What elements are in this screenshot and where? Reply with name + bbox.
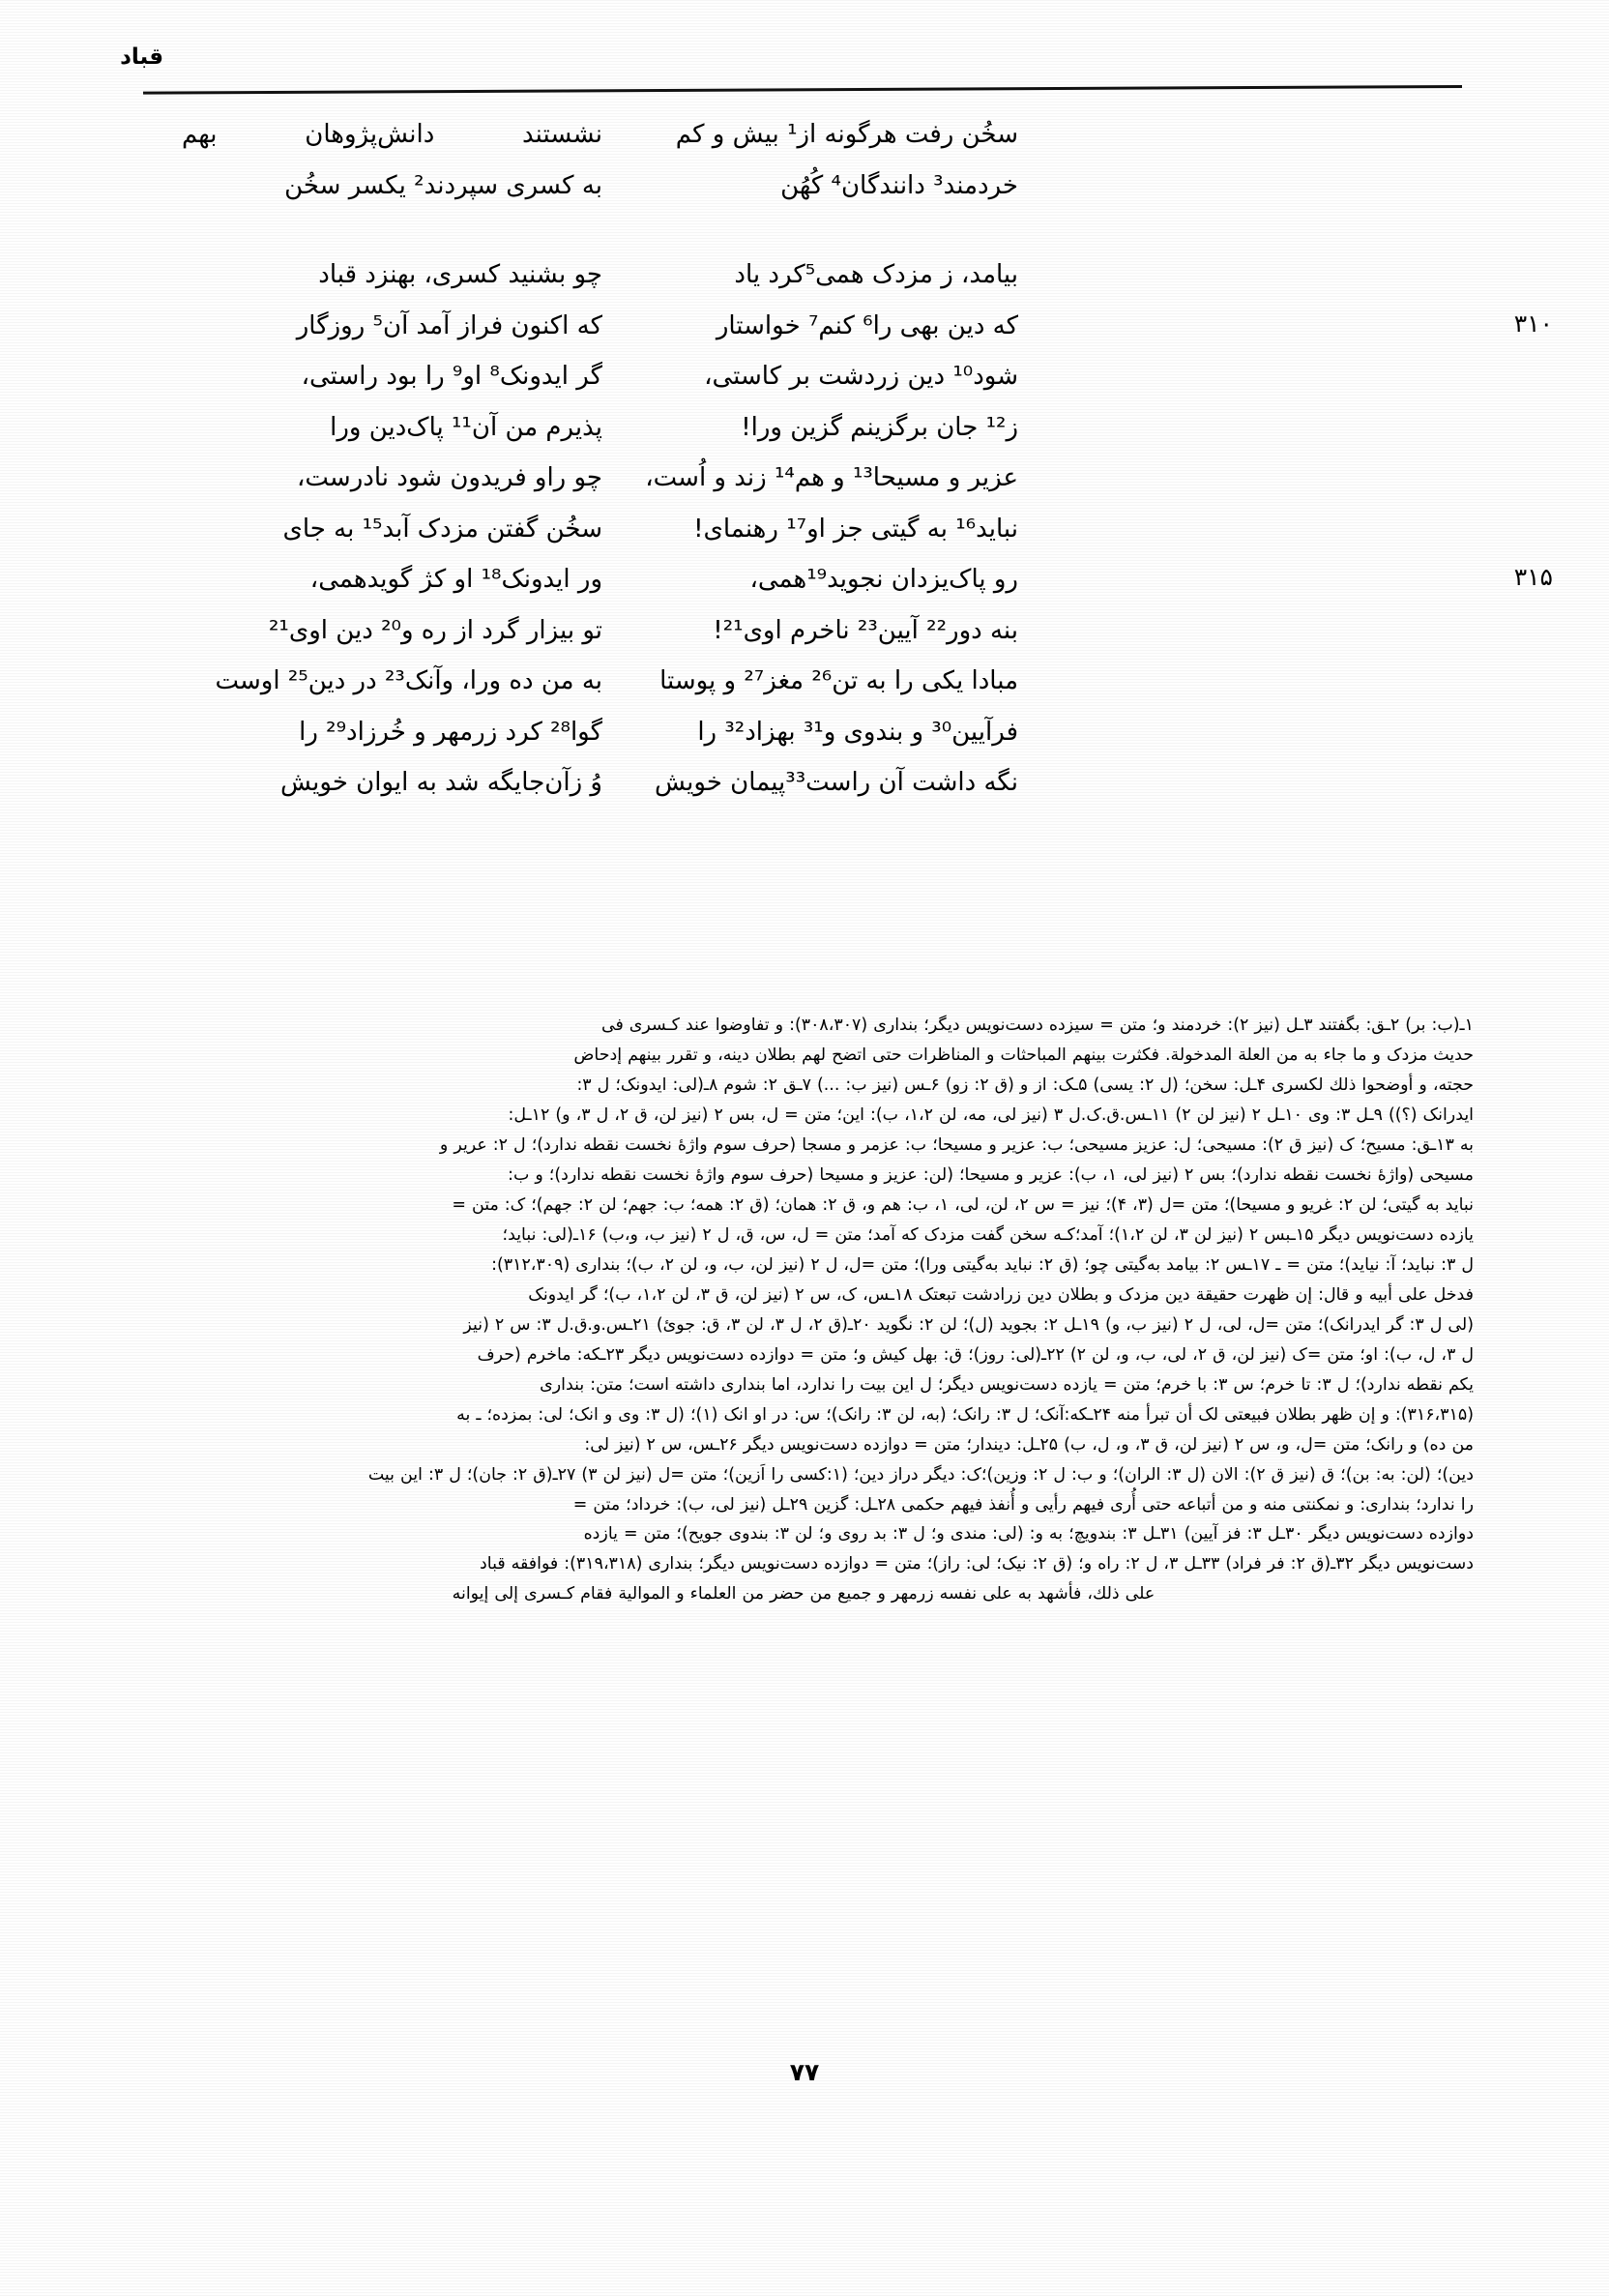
apparatus-line: ایدرانک (؟)) ۹ـل ۳: وی ۱۰ـل ۲ (نیز لن ۲) ۱۱ـس.ق.ک.ل ۳ (نیز لی، مه، لن ۱،۲، ب): این؛ متن = ل، بس ۲ (نیز لن، ق ۲، ل ۳، و) ۱۲ـل: <box>508 1104 1474 1125</box>
hemistich-segment: چو بشنید کسری، بهنزد قباد <box>318 260 602 290</box>
hemistich-segment: به من ده ورا، وآنک²³ در دین²⁵ اوست <box>215 666 602 696</box>
apparatus-line: دین)؛ (لن: به: بن)؛ ق (نیز ق ۲): الان (ل ۳: الران)؛ و ب: ل ۲: وزین)؛ک: دیگر دراز دین؛ (۱:کسی را اَزین)؛ متن =ل (نیز لن ۳) ۲۷ـ(ق ۲: جان)؛ ل ۳: این بیت <box>367 1464 1474 1485</box>
hemistich-right <box>182 459 602 498</box>
hemistich-left <box>602 167 1018 206</box>
hemistich-segment: گوا²⁸ کرد زرمهر و خُرزاد²⁹ را <box>299 717 602 747</box>
hemistich-right <box>182 358 602 397</box>
apparatus-line: ل ۳: نباید؛ آ: نیاید)؛ متن = ـ ۱۷ـس ۲: بیامد به‌گیتی چو؛ (ق ۲: نباید به‌گیتی ورا)؛ متن =ل، ل ۲ (نیز لن، ب، و، لن ۲، ب)؛ بنداری (۳۱۲،۳۰۹): <box>491 1254 1474 1275</box>
apparatus-line: (۳۱۶،۳۱۵): و إن ظهر بطلان فبیعتی لک أن تبرأ منه ۲۴ـکه:آنک؛ ل ۳: رانک؛ (به، لن ۳: رانک)؛ س: در او انک (۱)؛ (ل ۳: وی و انک؛ لی: بمزده؛ ـ به <box>456 1404 1474 1425</box>
apparatus-line: حجته، و أوضحوا ذلك لكسری ۴ـل: سخن؛ (ل ۲: يسی) ۵ـک: از و (ق ۲: زو) ۶ـس (نیز ب: ...) ۷ـق ۲: شوم ۸ـ(لی: ایدونک؛ ل ۳: <box>576 1074 1474 1095</box>
hemistich-right <box>182 612 602 651</box>
hemistich-right <box>182 561 602 600</box>
running-head-area <box>0 19 1609 87</box>
apparatus-line: علی ذلك، فأشهد به علی نفسه زرمهر و جمیع من حضر من العلماء و الموالیة فقام کـسری إلی إیوانه <box>452 1584 1156 1604</box>
apparatus-line: را ندارد؛ بنداری: و نمکنتی منه و من أتباعه حتی أُری فیهم رأیی و أُنفذ فیهم حکمی ۲۸ـل: گزین ۲۹ـل (نیز لی، ب): خرداد؛ متن = <box>572 1494 1474 1515</box>
hemistich-segment: سخُن گفتن مزدک آبد¹⁵ به جای <box>282 514 602 544</box>
hemistich-left <box>602 561 1018 600</box>
hemistich-segment: به کسری سپردند² یکسر سخُن <box>284 170 602 200</box>
hemistich-segment: تو بیزار گرد از ره و²⁰ دین اوی²¹ <box>269 615 602 645</box>
couplet-row <box>145 662 1464 701</box>
hemistich-segment: وُ زآن‌جایگه شد به ایوان خویش <box>280 768 602 798</box>
apparatus-line: نباید به گیتی؛ لن ۲: غریو و مسیحا)؛ متن =ل (۳، ۴)؛ نیز = س ۲، لن، لی، ۱، ب: هم و، ق ۲: همان؛ (ق ۲: همه؛ ب: جهم؛ لن ۲: جهم)؛ ک: متن = <box>452 1194 1474 1215</box>
hemistich-segment: عزیر و مسیحا¹³ و هم¹⁴ زند و اُست، <box>645 463 1018 493</box>
apparatus-line: ۱ـ(ب: بر) ۲ـق: بگفتند ۳ـل (نیز ۲): خردمند و؛ متن = سیزده دست‌نویس دیگر؛ بنداری (۳۰۸،۳۰۷): و تفاوضوا عند کـسری فی <box>600 1016 1474 1035</box>
hemistich-segment: پذیرم من آن¹¹ پاک‌دین ورا <box>330 412 602 442</box>
hemistich-right <box>182 511 602 549</box>
hemistich-segment: فرآیین³⁰ و بندوی و³¹ بهزاد³² را <box>697 717 1018 747</box>
apparatus-line: دوازده دست‌نویس دیگر ۳۰ـل ۳: فز آیین) ۳۱ـل ۳: بندویچ؛ به و: (لی: مندی و؛ ل ۳: بد روی و؛ لن ۳: بندوی جویح)؛ متن = یازده <box>583 1524 1474 1545</box>
hemistich-segment: نشستند <box>522 120 602 149</box>
couplet-row <box>145 459 1464 498</box>
hemistich-right <box>182 116 602 155</box>
critical-apparatus <box>133 1011 1474 1609</box>
hemistich-segment: بهم <box>182 120 218 149</box>
hemistich-left <box>602 612 1018 651</box>
couplet-row <box>145 409 1464 448</box>
apparatus-line: ل ۳، ل، ب): او؛ متن =ک (نیز لن، ق ۲، لی، ب، و، لن ۲) ۲۲ـ(لی: روز)؛ ق: بهل کیش و؛ متن = دوازده دست‌نویس دیگر ۲۳ـکه: ماخرم (حرف <box>477 1344 1474 1365</box>
apparatus-line: به ۱۳ـق: مسیح؛ ک (نیز ق ۲): مسیحی؛ ل: عزیز مسیحی؛ ب: عزیر و مسیحا؛ ب: عزمر و مسجا (حرف سوم واژهٔ نخست نقطه ندارد)؛ ل ۲: عریر و <box>439 1134 1474 1155</box>
hemistich-right <box>182 167 602 206</box>
hemistich-segment: ور ایدونک¹⁸ او کژ گویدهمی، <box>309 565 602 595</box>
hemistich-segment: رو پاک‌یزدان نجوید¹⁹همی، <box>749 565 1018 595</box>
hemistich-left <box>602 256 1018 295</box>
hemistich-segment: دانش‌پژوهان <box>305 120 435 149</box>
hemistich-left <box>602 714 1018 752</box>
hemistich-left <box>602 116 1018 155</box>
hemistich-segment: نگه داشت آن راست³³پیمان خویش <box>655 768 1018 798</box>
hemistich-segment: گر ایدونک⁸ او⁹ را بود راستی، <box>301 362 602 392</box>
hemistich-right <box>182 662 602 701</box>
couplet-grid <box>145 116 1553 858</box>
apparatus-line: حدیث مزدک و ما جاء به من العلة المدخولة. فکثرت بینهم المباحثات و المناظرات حتی اتضح لهم بطلان دینه، و تقرر بینهم إدحاض <box>573 1045 1474 1065</box>
hemistich-left <box>602 358 1018 397</box>
hemistich-left <box>602 662 1018 701</box>
couplet-row <box>145 561 1553 600</box>
hemistich-right <box>182 764 602 803</box>
hemistich-right <box>182 409 602 448</box>
verse-area <box>145 116 1553 919</box>
verse-line-number: ۳۱۵ <box>1513 563 1553 592</box>
hemistich-segment: که دین بهی را⁶ کنم⁷ خواستار <box>716 310 1018 340</box>
hemistich-segment: بیامد، ز مزدک همی⁵کرد یاد <box>734 260 1018 290</box>
hemistich-segment: ز¹² جان برگزینم گزین ورا! <box>741 412 1018 442</box>
hemistich-segment: مبادا یکی را به تن²⁶ مغز²⁷ و پوستا <box>659 666 1018 696</box>
apparatus-line: دست‌نویس دیگر ۳۲ـ(ق ۲: فر فراد) ۳۳ـل ۳، ل ۲: راه و؛ (ق ۲: نیک؛ لی: راز)؛ متن = دوازده دست‌نویس دیگر؛ بنداری (۳۱۹،۳۱۸): فوافقه قباد <box>480 1554 1474 1575</box>
hemistich-left <box>602 308 1018 346</box>
hemistich-right <box>182 256 602 295</box>
hemistich-segment: نباید¹⁶ به گیتی جز او¹⁷ رهنمای! <box>693 514 1018 544</box>
couplet-row <box>145 167 1464 206</box>
apparatus-line: مسیحی (واژهٔ نخست نقطه ندارد)؛ بس ۲ (نیز لی، ۱، ب): عزیر و مسیحا؛ (لن: عزیز و مسیحا (حرف سوم واژهٔ نخست نقطه ندارد)؛ و ب: <box>508 1164 1474 1185</box>
apparatus-line: فدخل علی أبیه و قال: إن ظهرت حقیقة دین مزدک و بطلان دین زرادشت تبعتک ۱۸ـس، ک، س ۲ (نیز لن، ق ۳، لن ۱،۲، ب)؛ گر ایدونک <box>528 1284 1474 1305</box>
couplet-row <box>145 358 1464 397</box>
couplet-row <box>145 764 1464 803</box>
hemistich-left <box>602 409 1018 448</box>
couplet-row <box>145 511 1464 549</box>
hemistich-right <box>182 308 602 346</box>
apparatus-line: یکم نقطه ندارد)؛ ل ۳: تا خرم؛ س ۳: با خرم؛ متن = یازده دست‌نویس دیگر؛ ل این بیت را ندارد، اما بنداری داشته است؛ متن: بنداری <box>540 1374 1474 1395</box>
hemistich-right <box>182 714 602 752</box>
hemistich-segment: بنه دور²² آیین²³ ناخرم اوی²¹! <box>713 615 1018 645</box>
verse-line-number: ۳۱۰ <box>1513 309 1553 338</box>
apparatus-line: (لی ل ۳: گر ایدرانک)؛ متن =ل، لی، ل ۲ (نیز ب، و) ۱۹ـل ۲: بجوید (ل)؛ لن ۲: نگوید ۲۰ـ(ق ۲، ل ۳، لن ۳، ق: جویٔ) ۲۱ـس.و.ق.ل ۳: س ۲ (نیز <box>463 1314 1474 1335</box>
hemistich-left <box>602 511 1018 549</box>
hemistich-segment: که اکنون فراز آمد آن⁵ روزگار <box>296 310 602 340</box>
stanza <box>145 116 1464 218</box>
couplet-row <box>145 256 1464 295</box>
couplet-row <box>145 612 1464 651</box>
couplet-row <box>145 308 1553 346</box>
apparatus-line: یازده دست‌نویس دیگر ۱۵ـبس ۲ (نیز لن ۳، لن ۱،۲)؛ آمد؛کـه سخن گفت مزدک که آمد؛ متن = ل، س، ق، ل ۲ (نیز ب، و،ب) ۱۶ـ(لی: نباید؛ <box>502 1224 1474 1245</box>
hemistich-segment: سخُن رفت هرگونه از¹ بیش و کم <box>675 120 1018 149</box>
stanza <box>145 256 1553 815</box>
running-head-title: قباد <box>120 44 163 70</box>
folio-number: ۷۷ <box>789 2058 820 2086</box>
couplet-row <box>145 714 1464 752</box>
apparatus-line: من ده) و رانک؛ متن =ل، و، س ۲ (نیز لن، ق ۳، و، ل، ب) ۲۵ـل: دیندار؛ متن = دوازده دست‌نویس دیگر ۲۶ـس، س ۲ (نیز لی: <box>584 1434 1474 1455</box>
hemistich-segment: خردمند³ دانندگان⁴ کُهُن <box>780 170 1018 200</box>
hemistich-segment: شود¹⁰ دین زردشت بر کاستی، <box>704 362 1018 392</box>
hemistich-segment: چو راو فریدون شود نادرست، <box>297 463 602 493</box>
hemistich-left <box>602 764 1018 803</box>
hemistich-left <box>602 459 1018 498</box>
couplet-row <box>145 116 1464 155</box>
